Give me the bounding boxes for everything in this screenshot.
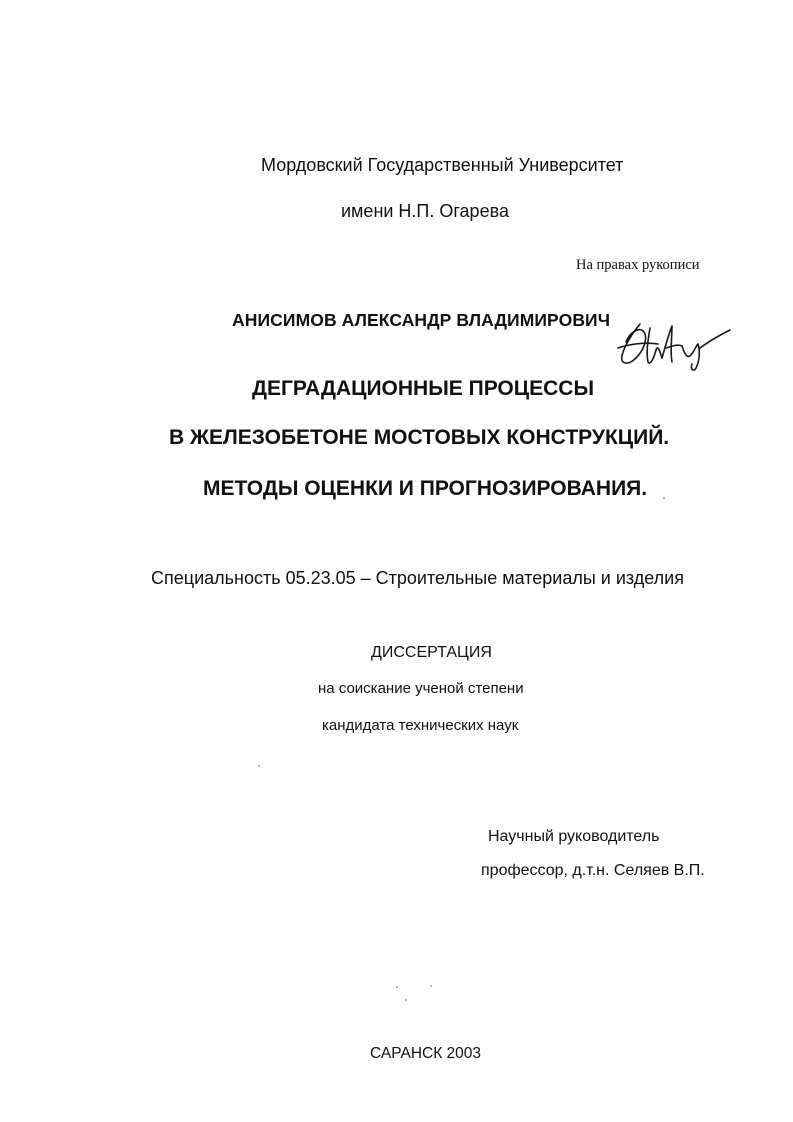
degree-purpose: на соискание ученой степени [318,680,524,697]
scan-speck [258,765,260,767]
thesis-title-line-1: ДЕГРАДАЦИОННЫЕ ПРОЦЕССЫ [252,377,594,400]
manuscript-rights-note: На правах рукописи [576,257,700,273]
scan-speck [430,985,432,987]
specialty-line: Специальность 05.23.05 – Строительные материалы и изделия [151,568,684,588]
scan-speck [396,986,398,988]
author-name: АНИСИМОВ АЛЕКСАНДР ВЛАДИМИРОВИЧ [232,310,611,330]
scan-speck [663,497,665,499]
city-year: САРАНСК 2003 [370,1045,482,1062]
signature-icon [610,318,735,378]
thesis-title-line-3: МЕТОДЫ ОЦЕНКИ И ПРОГНОЗИРОВАНИЯ. [203,477,648,500]
supervisor-name: профессор, д.т.н. Селяев В.П. [481,862,705,879]
supervisor-label: Научный руководитель [488,828,660,845]
work-type-label: ДИССЕРТАЦИЯ [371,644,492,661]
thesis-title-line-2: В ЖЕЛЕЗОБЕТОНЕ МОСТОВЫХ КОНСТРУКЦИЙ. [169,426,670,449]
university-named-after: имени Н.П. Огарева [341,201,509,221]
university-name: Мордовский Государственный Университет [261,155,624,175]
scan-speck [405,999,407,1001]
degree-name: кандидата технических наук [322,717,519,734]
